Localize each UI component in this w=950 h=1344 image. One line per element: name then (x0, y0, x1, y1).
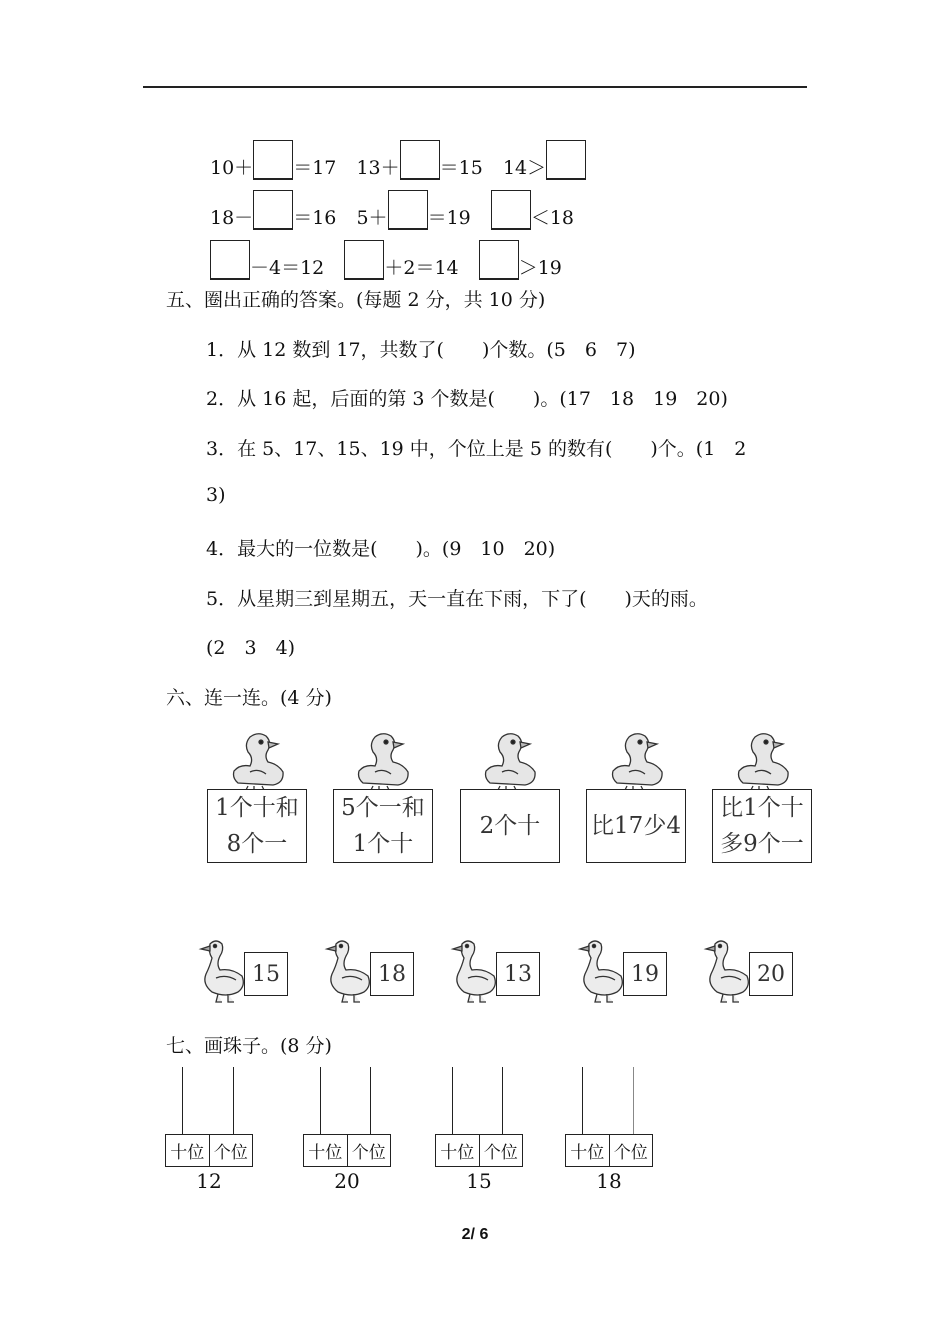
eq-text: ＝17 (293, 157, 337, 179)
number-box[interactable]: 18 (370, 952, 414, 996)
section-6-heading: 六、连一连。(4 分) (166, 687, 332, 709)
match-card[interactable] (460, 789, 560, 863)
answer-box[interactable] (388, 190, 428, 230)
place-value-box (165, 1134, 253, 1167)
question-5-continued: (2 3 4) (206, 637, 296, 659)
chick-icon (228, 728, 288, 790)
tens-rod[interactable] (582, 1067, 583, 1135)
number-box[interactable]: 13 (496, 952, 540, 996)
card-line: 1个十和 (215, 795, 299, 821)
answer-box[interactable] (253, 190, 293, 230)
page-number: 2/ 6 (461, 1226, 489, 1243)
ones-rod[interactable] (233, 1067, 234, 1135)
card-line: 比1个十 (720, 795, 804, 821)
ones-label: 个位 (479, 1135, 523, 1166)
match-card[interactable] (712, 789, 812, 863)
ones-label: 个位 (347, 1135, 391, 1166)
target-number: 20 (334, 1169, 360, 1193)
chick-icon (607, 728, 667, 790)
goose-icon (324, 936, 374, 1004)
place-value-box (565, 1134, 653, 1167)
equation-row-1 (210, 140, 586, 180)
answer-box[interactable] (210, 240, 250, 280)
chick-icon (733, 728, 793, 790)
answer-box[interactable] (344, 240, 384, 280)
tens-rod[interactable] (182, 1067, 183, 1135)
tens-label: 十位 (440, 1143, 475, 1163)
ones-rod[interactable] (633, 1067, 634, 1135)
question-3-continued: 3) (206, 484, 226, 506)
question-3: 3．在 5、17、15、19 中，个位上是 5 的数有( )个。(1 2 (206, 438, 747, 460)
answer-box[interactable] (546, 140, 586, 180)
ones-label: 个位 (609, 1135, 653, 1166)
tens-label: 十位 (170, 1143, 205, 1163)
tens-rod[interactable] (320, 1067, 321, 1135)
number-box[interactable]: 20 (749, 952, 793, 996)
target-number: 15 (466, 1169, 492, 1193)
match-card[interactable] (333, 789, 433, 863)
card-line: 1个十 (352, 831, 414, 857)
question-5: 5．从星期三到星期五，天一直在下雨，下了( )天的雨。 (206, 588, 708, 610)
equation-row-3 (210, 240, 562, 280)
number-box[interactable]: 19 (623, 952, 667, 996)
card-line: 2个十 (479, 813, 541, 839)
answer-box[interactable] (400, 140, 440, 180)
goose-icon (703, 936, 753, 1004)
eq-text: 14＞ (502, 157, 547, 179)
eq-text: ＝15 (439, 157, 483, 179)
top-rule (143, 86, 807, 88)
number-box[interactable]: 15 (244, 952, 288, 996)
answer-box[interactable] (491, 190, 531, 230)
chick-icon (353, 728, 413, 790)
answer-box[interactable] (253, 140, 293, 180)
place-value-box (303, 1134, 391, 1167)
target-number: 12 (196, 1169, 222, 1193)
eq-text: 13＋ (356, 157, 400, 179)
eq-text: 5＋ (356, 207, 388, 229)
eq-text: ＝19 (427, 207, 471, 229)
match-card[interactable] (586, 789, 686, 863)
card-line: 多9个一 (720, 831, 804, 857)
question-4: 4．最大的一位数是( )。(9 10 20) (206, 538, 556, 560)
goose-icon (577, 936, 627, 1004)
section-7-heading: 七、画珠子。(8 分) (166, 1035, 332, 1057)
question-1: 1．从 12 数到 17，共数了( )个数。(5 6 7) (206, 339, 636, 361)
answer-box[interactable] (479, 240, 519, 280)
eq-text: ＜18 (530, 207, 575, 229)
card-line: 8个一 (226, 831, 288, 857)
target-number: 18 (596, 1169, 622, 1193)
ones-rod[interactable] (370, 1067, 371, 1135)
goose-icon (198, 936, 248, 1004)
section-5-heading: 五、圈出正确的答案。(每题 2 分，共 10 分) (166, 289, 546, 311)
goose-icon (450, 936, 500, 1004)
question-2: 2．从 16 起，后面的第 3 个数是( )。(17 18 19 20) (206, 388, 728, 410)
eq-text: －4＝12 (250, 257, 325, 279)
place-value-box (435, 1134, 523, 1167)
ones-label: 个位 (209, 1135, 253, 1166)
card-line: 比17少4 (591, 813, 681, 839)
eq-text: ＞19 (518, 257, 562, 279)
eq-text: ＋2＝14 (384, 257, 459, 279)
tens-label: 十位 (308, 1143, 343, 1163)
eq-text: 10＋ (210, 157, 254, 179)
match-card[interactable] (207, 789, 307, 863)
equation-row-2 (210, 190, 574, 230)
ones-rod[interactable] (502, 1067, 503, 1135)
card-line: 5个一和 (341, 795, 425, 821)
eq-text: ＝16 (293, 207, 337, 229)
tens-rod[interactable] (452, 1067, 453, 1135)
eq-text: 18－ (210, 207, 254, 229)
tens-label: 十位 (570, 1143, 605, 1163)
chick-icon (480, 728, 540, 790)
